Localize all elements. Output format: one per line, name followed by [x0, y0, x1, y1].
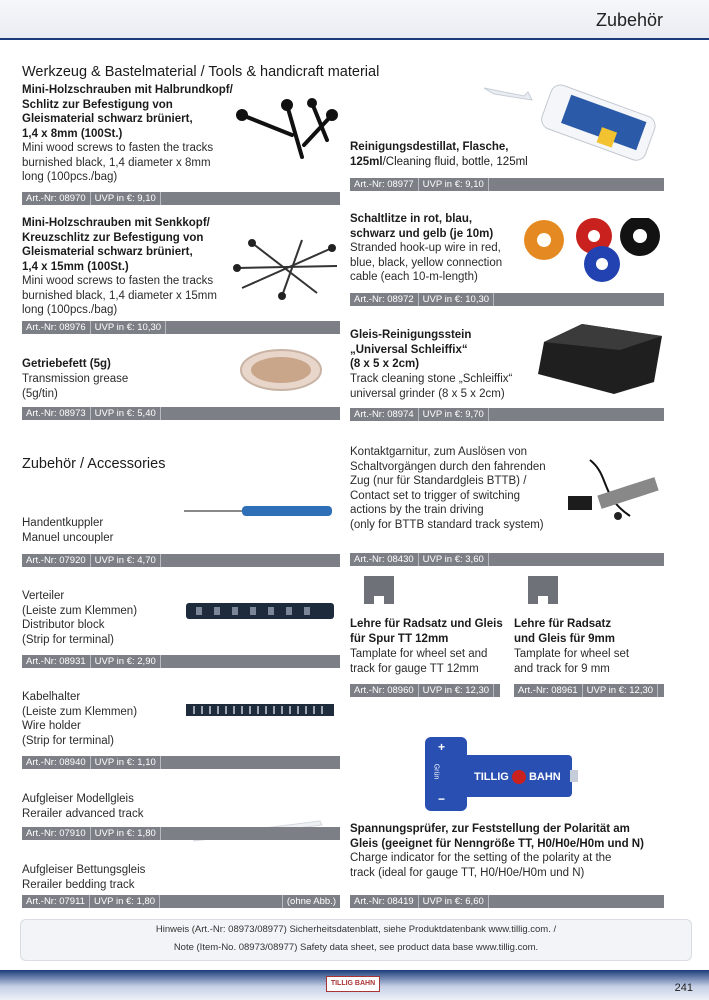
- section-accessories-en: / Accessories: [80, 456, 166, 472]
- product-title-en: /Cleaning fluid, bottle, 125ml: [382, 155, 528, 168]
- product-title: Lehre für Radsatz und Gleis für 9mm: [514, 618, 615, 645]
- article-bar: [350, 553, 664, 566]
- product-title: Schaltlitze in rot, blau, schwarz und gelb (je 10m): [350, 213, 494, 240]
- page-number: 241: [674, 982, 693, 994]
- article-price: UVP in €: 9,70: [419, 408, 489, 421]
- article-number: Art.-Nr: 08977: [350, 178, 419, 191]
- article-number: Art.-Nr: 08430: [350, 553, 419, 566]
- cleaning-stone-image: [534, 320, 664, 396]
- article-bar: [514, 684, 664, 697]
- article-number: Art.-Nr: 08970: [22, 192, 91, 205]
- wire-spools-image: [518, 218, 664, 282]
- no-image-note: (ohne Abb.): [282, 895, 340, 908]
- product-desc: Track cleaning stone „Schleiffix“ universal grinder (8 x 5 x 2cm): [350, 373, 513, 400]
- article-number: Art.-Nr: 08973: [22, 407, 91, 420]
- article-bar: [350, 895, 664, 908]
- article-number: Art.-Nr: 08931: [22, 655, 91, 668]
- tillig-logo: TILLIG BAHN: [326, 976, 380, 992]
- article-bar: [350, 293, 664, 306]
- article-price: UVP in €: 5,40: [91, 407, 161, 420]
- article-price: UVP in €: 9,10: [91, 192, 161, 205]
- article-bar: [22, 407, 340, 420]
- article-price: UVP in €: 1,80: [91, 827, 161, 840]
- article-price: UVP in €: 2,90: [91, 655, 161, 668]
- product-desc: Stranded hook-up wire in red, blue, black, yellow connection cable (each 10-m-length): [350, 242, 503, 283]
- article-bar: [22, 655, 340, 668]
- article-number: Art.-Nr: 07911: [22, 895, 90, 908]
- article-price: UVP in €: 12,30: [583, 684, 658, 697]
- section-accessories-de: Zubehör: [22, 456, 77, 472]
- product-title: Mini-Holzschrauben mit Senkkopf/ Kreuzschlitz zur Befestigung von Gleismaterial schwarz brüniert, 1,4 x 15mm (100St.): [22, 217, 210, 273]
- wire-holder-image: [186, 700, 334, 720]
- product-desc: Transmission grease (5g/tin): [22, 373, 129, 400]
- product-desc: Kontaktgarnitur, zum Auslösen von Schaltvorgängen durch den fahrenden Zug (nur für Standardgleis BTTB) / Contact set to trigger of switching actions by the train driving (only for BTTB standard track system): [350, 446, 546, 531]
- uncoupler-tool-image: [184, 503, 334, 519]
- plus-label: +: [438, 740, 446, 754]
- article-price: UVP in €: 1,80: [90, 895, 160, 908]
- article-bar: [22, 827, 340, 840]
- article-number: Art.-Nr: 08419: [350, 895, 419, 908]
- contact-set-image: [560, 456, 664, 526]
- note-en: Note (Item-No. 08973/08977) Safety data sheet, see product data base www.tillig.com.: [173, 942, 539, 953]
- note-de: Hinweis (Art.-Nr: 08973/08977) Sicherheitsdatenblatt, siehe Produktdatenbank www.tillig.com. /: [155, 924, 557, 935]
- product-desc: Aufgleiser Modellgleis Rerailer advanced track: [22, 793, 144, 820]
- wood-screws-image: [232, 95, 342, 165]
- product-desc: Charge indicator for the setting of the polarity at the track (ideal for gauge TT, H0/H0e/H0m und N): [350, 852, 612, 879]
- article-bar: [350, 178, 664, 191]
- page-title: Zubehör: [595, 10, 663, 30]
- product-desc: Aufgleiser Bettungsgleis Rerailer bedding track: [22, 864, 146, 891]
- article-number: Art.-Nr: 08960: [350, 684, 419, 697]
- section-accessories-heading: [22, 456, 165, 472]
- product-desc: Handentkuppler Manuel uncoupler: [22, 517, 114, 544]
- article-price: UVP in €: 1,10: [91, 756, 161, 769]
- minus-label: −: [438, 792, 446, 806]
- article-number: Art.-Nr: 07910: [22, 827, 91, 840]
- product-title: Lehre für Radsatz und Gleis für Spur TT 12mm: [350, 618, 503, 645]
- article-bar: [22, 756, 340, 769]
- article-number: Art.-Nr: 07920: [22, 554, 91, 567]
- article-bar: [350, 684, 500, 697]
- product-desc: Mini wood screws to fasten the tracks burnished black, 1,4 diameter x 8mm long (100pcs./bag): [22, 142, 214, 183]
- product-title: Gleis-Reinigungsstein „Universal Schleiffix“ (8 x 5 x 2cm): [350, 329, 472, 370]
- gauge-template-tt-image: [362, 574, 396, 606]
- article-number: Art.-Nr: 08976: [22, 321, 91, 334]
- article-price: UVP in €: 10,30: [91, 321, 166, 334]
- article-number: Art.-Nr: 08961: [514, 684, 583, 697]
- tester-brand-label: [474, 770, 561, 784]
- article-price: UVP in €: 10,30: [419, 293, 494, 306]
- grease-tin-image: [238, 346, 324, 394]
- article-price: UVP in €: 3,60: [419, 553, 489, 566]
- article-number: Art.-Nr: 08974: [350, 408, 419, 421]
- article-number: Art.-Nr: 08972: [350, 293, 419, 306]
- safety-note: [20, 919, 692, 961]
- product-title: Spannungsprüfer, zur Feststellung der Polarität am Gleis (geeignet für Nenngröße TT, H0/H0e/H0m und N): [350, 823, 644, 850]
- product-desc: Tamplate for wheel set and track for gauge TT 12mm: [350, 648, 488, 675]
- product-desc: Mini wood screws to fasten the tracks burnished black, 1,4 diameter x 15mm long (100pcs./bag): [22, 275, 217, 316]
- header-rule: [0, 38, 709, 40]
- article-price: UVP in €: 12,30: [419, 684, 494, 697]
- countersunk-screws-image: [232, 238, 344, 300]
- article-bar: [350, 408, 664, 421]
- article-bar: [22, 895, 340, 908]
- product-title-de: Reinigungsdestillat, Flasche, 125ml: [350, 141, 509, 168]
- section-tools-de: Werkzeug & Bastelmaterial: [22, 64, 197, 80]
- article-number: Art.-Nr: 08940: [22, 756, 91, 769]
- section-tools-heading: [22, 64, 379, 80]
- section-tools-en: / Tools & handicraft material: [200, 64, 380, 80]
- distributor-block-image: [186, 600, 334, 622]
- side-label: Grün: [432, 763, 440, 780]
- product-desc: Tamplate for wheel set and track for 9 mm: [514, 648, 630, 675]
- product-title: Mini-Holzschrauben mit Halbrundkopf/ Schlitz zur Befestigung von Gleismaterial schwarz brüniert, 1,4 x 8mm (100St.): [22, 84, 233, 140]
- product-title: [350, 140, 528, 169]
- brand-b: BAHN: [528, 770, 561, 783]
- article-price: UVP in €: 9,10: [419, 178, 489, 191]
- product-desc: Kabelhalter (Leiste zum Klemmen) Wire holder (Strip for terminal): [22, 691, 138, 747]
- article-price: UVP in €: 6,60: [419, 895, 489, 908]
- article-bar: [22, 321, 340, 334]
- article-bar: [22, 554, 340, 567]
- tester-tip: [570, 770, 578, 782]
- gauge-template-9mm-image: [526, 574, 560, 606]
- article-bar: [22, 192, 340, 205]
- article-price: UVP in €: 4,70: [91, 554, 161, 567]
- product-desc: Verteiler (Leiste zum Klemmen) Distributor block (Strip for terminal): [22, 590, 138, 646]
- product-title: Getriebefett (5g): [22, 358, 111, 370]
- brand-a: TILLIG: [474, 770, 509, 783]
